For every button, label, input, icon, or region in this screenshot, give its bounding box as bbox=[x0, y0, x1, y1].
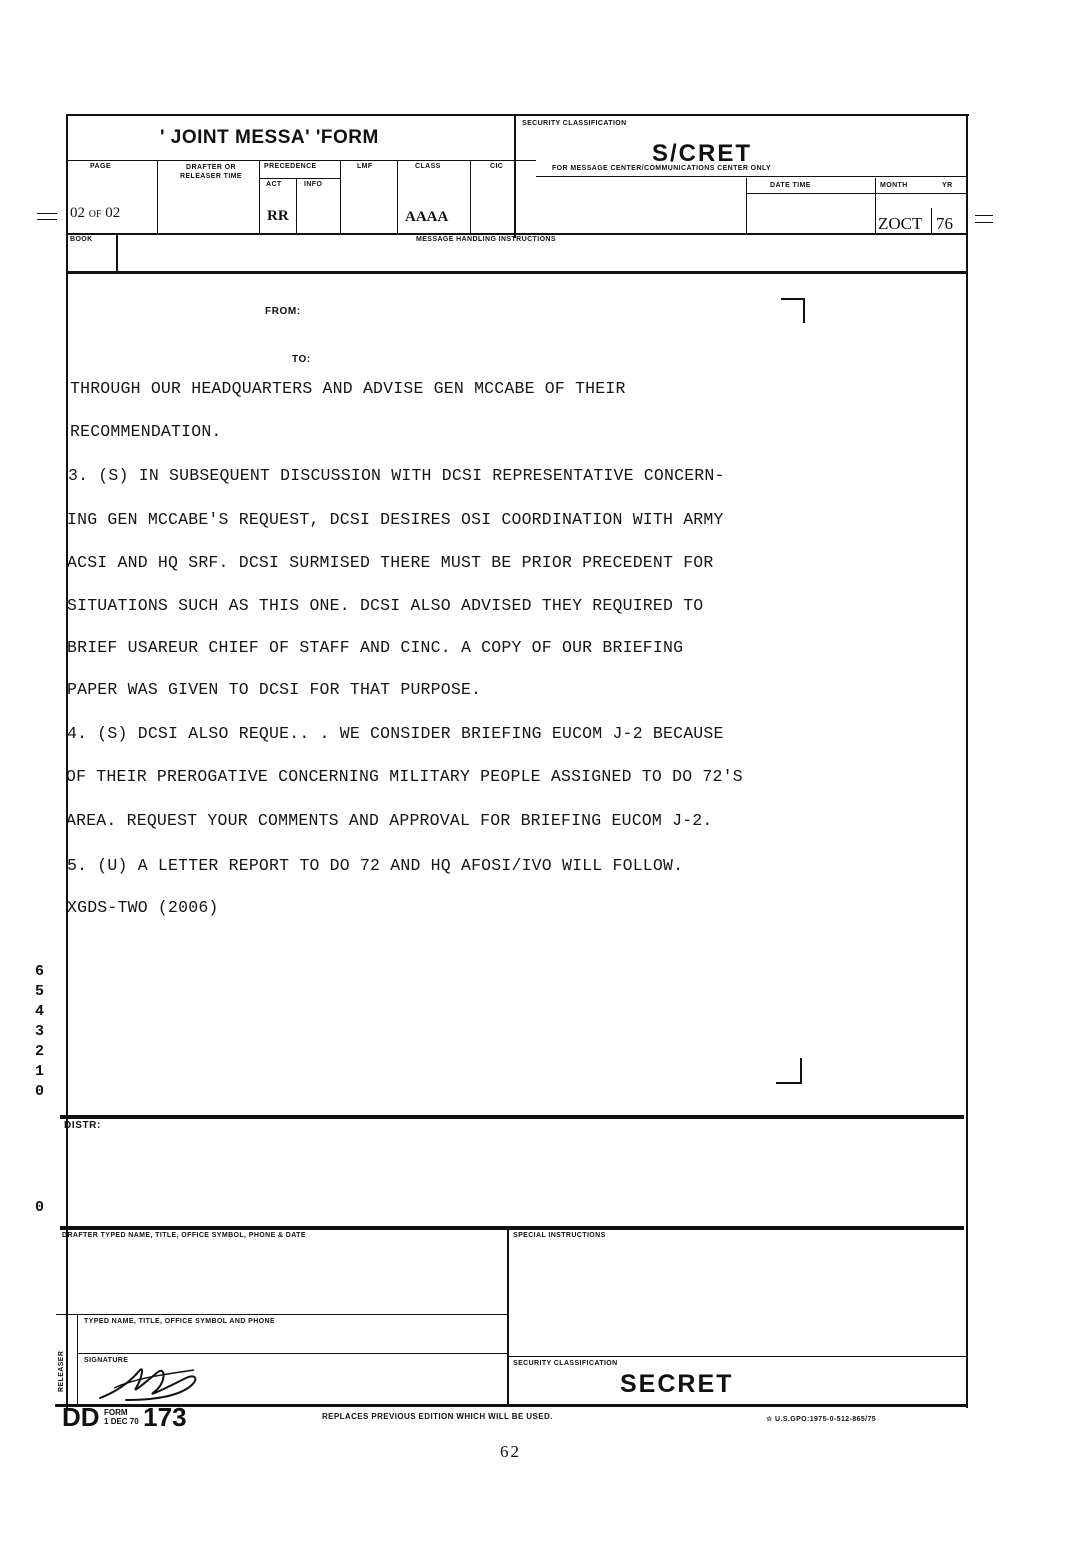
class-label: CLASS bbox=[415, 163, 441, 170]
class-value: AAAA bbox=[405, 209, 449, 225]
cic-label: CIC bbox=[490, 163, 504, 170]
margin-number: 1 bbox=[35, 1063, 45, 1080]
body-line: XGDS-TWO (2006) bbox=[67, 898, 219, 917]
form-date-small: FORM 1 DEC 70 bbox=[104, 1408, 139, 1426]
distr-label: DISTR: bbox=[64, 1120, 101, 1131]
security-classification-label: SECURITY CLASSIFICATION bbox=[522, 120, 627, 127]
body-line: ING GEN MCCABE'S REQUEST, DCSI DESIRES OSI COORDINATION WITH ARMY bbox=[67, 510, 724, 529]
drafter-release-time-label: DRAFTER OR RELEASER TIME bbox=[180, 164, 242, 180]
precedence-label: PRECEDENCE bbox=[264, 163, 317, 170]
handwritten-signature bbox=[96, 1358, 206, 1404]
month-label: MONTH bbox=[880, 182, 908, 189]
month-value: ZOCT bbox=[878, 214, 923, 233]
releaser-label: RELEASER bbox=[58, 1350, 65, 1392]
security-classification-value: S/CRET bbox=[652, 140, 753, 167]
footer-security-value: SECRET bbox=[620, 1370, 734, 1398]
footer-security-label: SECURITY CLASSIFICATION bbox=[513, 1360, 618, 1367]
info-label: INFO bbox=[304, 181, 323, 188]
signature-label: SIGNATURE bbox=[84, 1357, 129, 1364]
page-number-value: 02 OF 02 bbox=[70, 205, 121, 221]
body-line: PAPER WAS GIVEN TO DCSI FOR THAT PURPOSE. bbox=[67, 680, 482, 699]
page-number: 62 bbox=[500, 1442, 521, 1461]
act-label: ACT bbox=[266, 181, 282, 188]
book-label: BOOK bbox=[70, 236, 93, 243]
margin-number: 2 bbox=[35, 1043, 45, 1060]
precedence-value: RR bbox=[267, 208, 289, 224]
body-line: OF THEIR PREROGATIVE CONCERNING MILITARY PEOPLE ASSIGNED TO DO 72'S bbox=[66, 767, 743, 786]
yr-label: YR bbox=[942, 182, 953, 189]
form-identifier bbox=[62, 1402, 187, 1433]
body-line: THROUGH OUR HEADQUARTERS AND ADVISE GEN MCCABE OF THEIR bbox=[70, 379, 626, 398]
margin-line-numbers bbox=[35, 962, 49, 1102]
drafter-info-label: DRAFTER TYPED NAME, TITLE, OFFICE SYMBOL, PHONE & DATE bbox=[62, 1232, 306, 1239]
body-line: ACSI AND HQ SRF. DCSI SURMISED THERE MUST BE PRIOR PRECEDENT FOR bbox=[67, 553, 714, 572]
margin-number: 3 bbox=[35, 1023, 45, 1040]
margin-number: 5 bbox=[35, 983, 45, 1000]
body-line: 5. (U) A LETTER REPORT TO DO 72 AND HQ AFOSI/IVO WILL FOLLOW. bbox=[67, 856, 684, 875]
typed-name-label: TYPED NAME, TITLE, OFFICE SYMBOL AND PHONE bbox=[84, 1318, 276, 1325]
page-label: PAGE bbox=[90, 163, 111, 170]
body-line: 3. (S) IN SUBSEQUENT DISCUSSION WITH DCSI REPRESENTATIVE CONCERN- bbox=[68, 466, 725, 485]
margin-number: 4 bbox=[35, 1003, 45, 1020]
form-number: 173 bbox=[143, 1402, 187, 1432]
body-line: RECOMMENDATION. bbox=[70, 422, 222, 441]
comm-center-label: FOR MESSAGE CENTER/COMMUNICATIONS CENTER ONLY bbox=[552, 165, 772, 172]
lmf-label: LMF bbox=[357, 163, 373, 170]
margin-number: 0 bbox=[35, 1083, 45, 1100]
yr-value: 76 bbox=[936, 214, 953, 233]
body-line: BRIEF USAREUR CHIEF OF STAFF AND CINC. A COPY OF OUR BRIEFING bbox=[67, 638, 684, 657]
form-title: ' JOINT MESSA' 'FORM bbox=[160, 127, 379, 148]
margin-number: 6 bbox=[35, 963, 45, 980]
date-time-label: DATE TIME bbox=[770, 182, 811, 189]
body-line: 4. (S) DCSI ALSO REQUE.. . WE CONSIDER BRIEFING EUCOM J-2 BECAUSE bbox=[67, 724, 724, 743]
margin-number: 0 bbox=[35, 1199, 45, 1216]
special-instructions-label: SPECIAL INSTRUCTIONS bbox=[513, 1232, 606, 1239]
body-line: AREA. REQUEST YOUR COMMENTS AND APPROVAL FOR BRIEFING EUCOM J-2. bbox=[66, 811, 713, 830]
to-label: TO: bbox=[292, 354, 311, 365]
gpo-note: ☆ U.S.GPO:1975-0-512-865/75 bbox=[766, 1416, 877, 1423]
handling-instructions-label: MESSAGE HANDLING INSTRUCTIONS bbox=[416, 236, 556, 243]
form-prefix: DD bbox=[62, 1402, 100, 1432]
body-line: SITUATIONS SUCH AS THIS ONE. DCSI ALSO ADVISED THEY REQUIRED TO bbox=[67, 596, 704, 615]
from-label: FROM: bbox=[265, 306, 301, 317]
replaces-note: REPLACES PREVIOUS EDITION WHICH WILL BE USED. bbox=[322, 1412, 553, 1421]
